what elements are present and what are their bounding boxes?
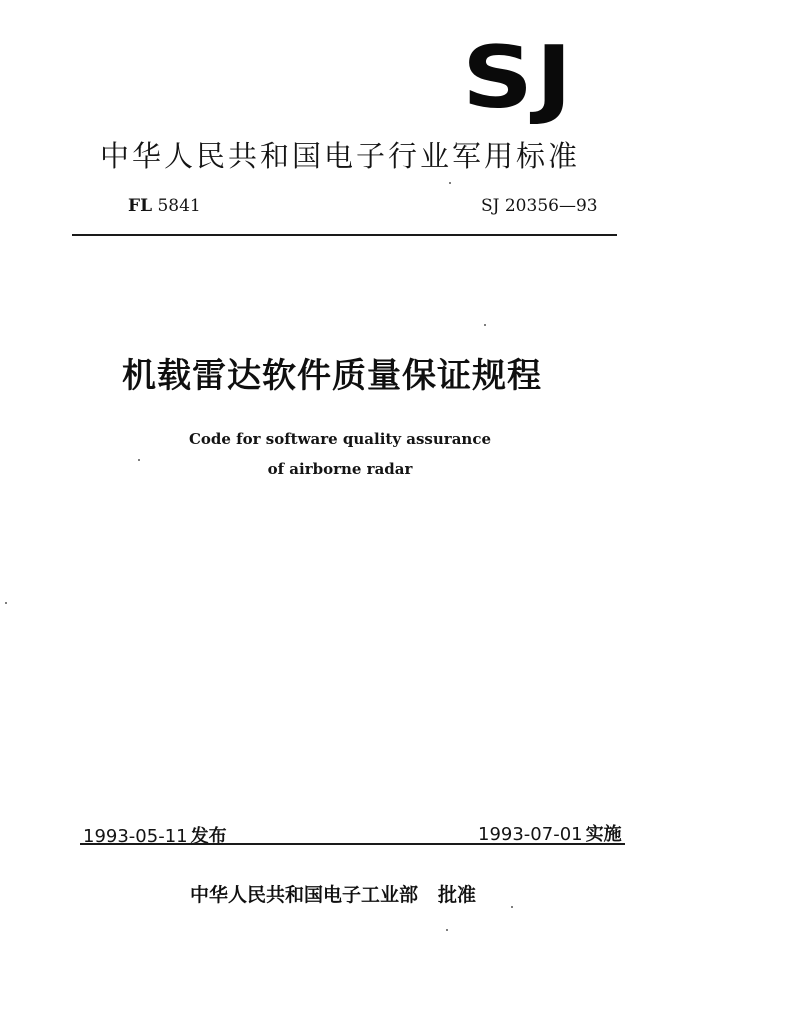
document-title-cn: 机载雷达软件质量保证规程 bbox=[122, 356, 542, 396]
effective-date-value: 1993-07-01 bbox=[478, 824, 583, 845]
title-en-line-2: of airborne radar bbox=[267, 460, 413, 478]
classification-code bbox=[128, 196, 201, 216]
issue-date-label: 发布 bbox=[190, 826, 227, 847]
classification-prefix: FL bbox=[128, 196, 153, 216]
approver bbox=[190, 880, 476, 907]
approver-org: 中华人民共和国电子工业部 bbox=[190, 884, 419, 906]
document-title-en bbox=[150, 424, 530, 484]
standard-number: SJ 20356—93 bbox=[481, 196, 598, 216]
title-en-line-1: Code for software quality assurance bbox=[188, 430, 491, 448]
footer-divider bbox=[80, 843, 625, 845]
classification-number: 5841 bbox=[157, 196, 201, 216]
scan-speck bbox=[446, 929, 448, 931]
scan-speck bbox=[138, 459, 140, 461]
header-divider bbox=[72, 234, 617, 236]
sj-logo: SJ bbox=[462, 28, 575, 128]
standard-category: 中华人民共和国电子行业军用标准 bbox=[100, 139, 581, 173]
issue-date-value: 1993-05-11 bbox=[83, 826, 188, 847]
scan-speck bbox=[5, 602, 7, 604]
effective-date-label: 实施 bbox=[585, 824, 622, 845]
scan-speck bbox=[484, 324, 486, 326]
scan-speck bbox=[511, 906, 513, 908]
approver-label: 批准 bbox=[438, 884, 477, 906]
scan-speck bbox=[449, 182, 451, 184]
